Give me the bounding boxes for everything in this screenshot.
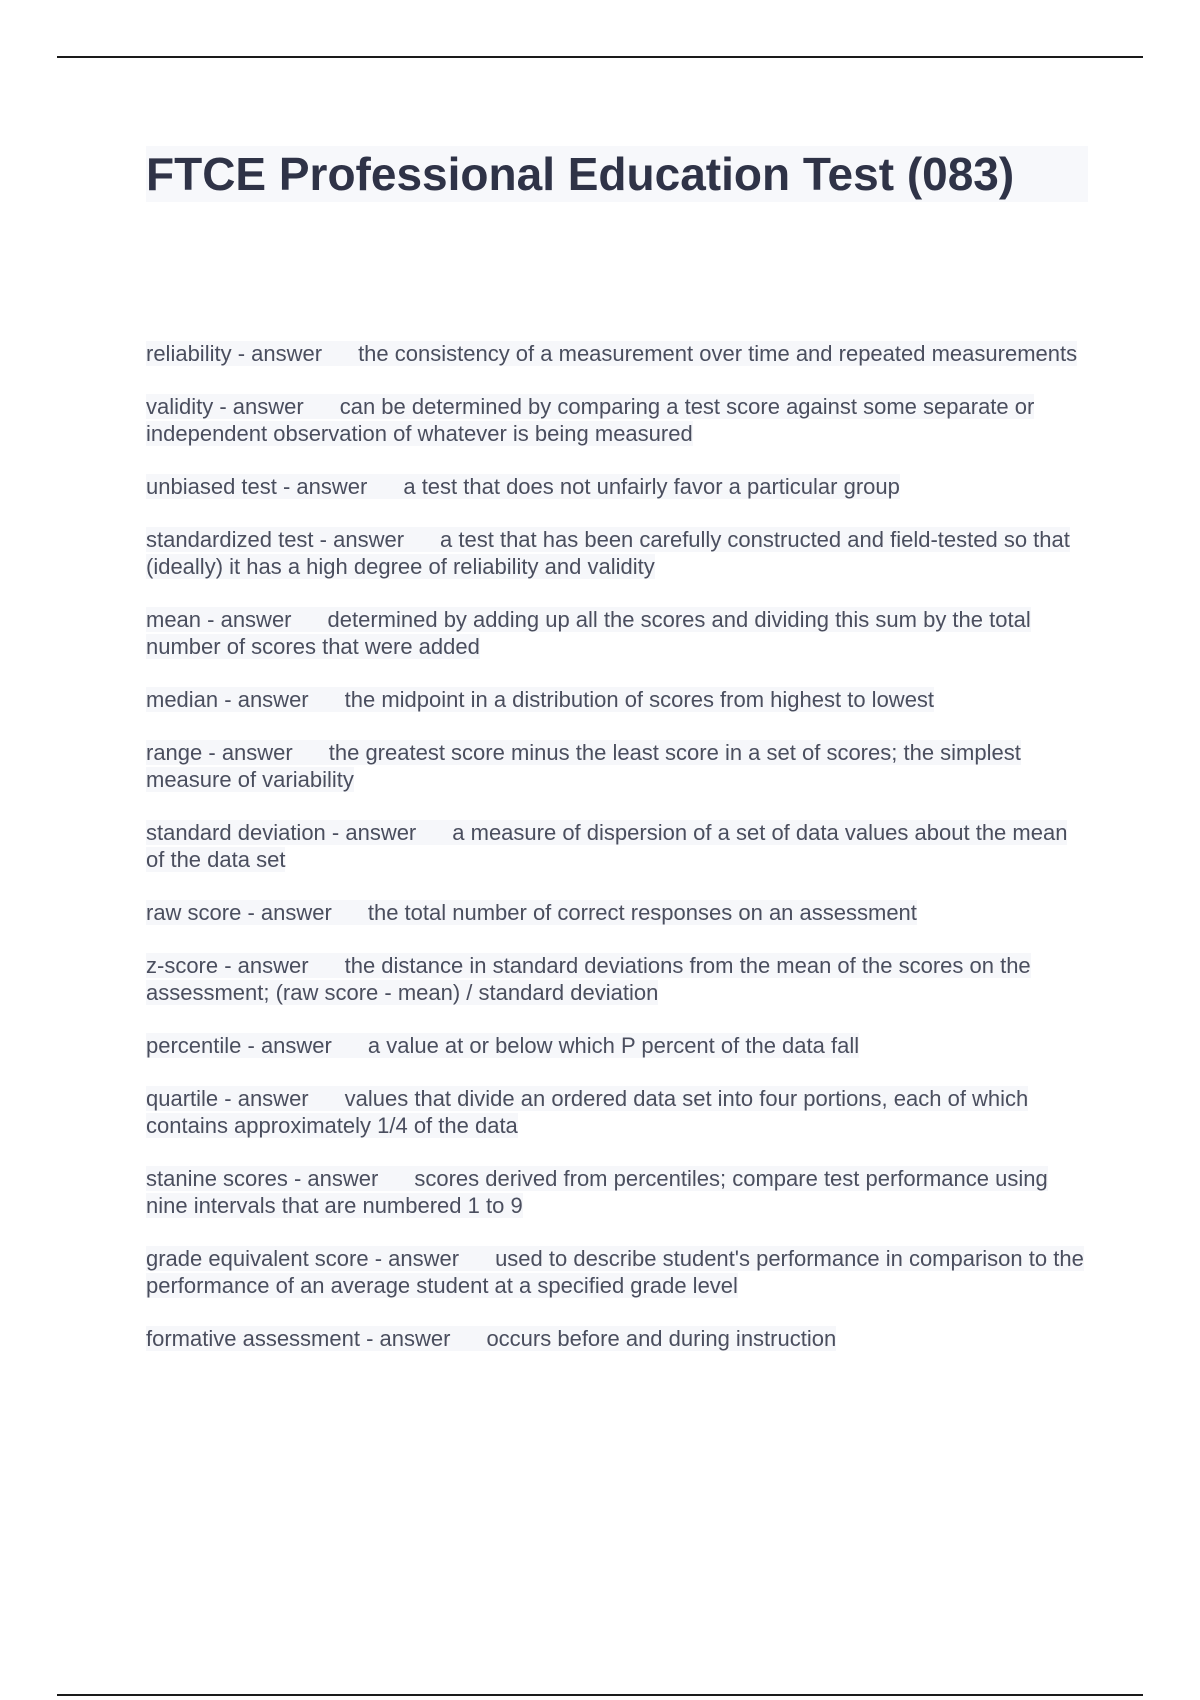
glossary-entry — [146, 606, 1086, 660]
entry-term: range - answer — [146, 740, 293, 765]
header-rule — [57, 56, 1143, 58]
entry-term: standardized test - answer — [146, 527, 405, 552]
entry-definition: the distance in standard deviations from the mean of the scores on the assessment; (raw score - mean) / standard deviation — [146, 953, 1031, 1005]
glossary-entry — [146, 526, 1086, 580]
page-title: FTCE Professional Education Test (083) — [146, 146, 1088, 202]
glossary-entry — [146, 1165, 1086, 1219]
glossary-entry — [146, 899, 1086, 926]
entry-definition: the midpoint in a distribution of scores from highest to lowest — [344, 687, 935, 712]
entry-term: grade equivalent score - answer — [146, 1246, 460, 1271]
entry-definition: a test that does not unfairly favor a particular group — [403, 474, 900, 499]
entry-term: unbiased test - answer — [146, 474, 368, 499]
entry-definition: a test that has been carefully constructed and field-tested so that (ideally) it has a high degree of reliability and validity — [146, 527, 1070, 579]
entry-term: standard deviation - answer — [146, 820, 417, 845]
glossary-entry — [146, 473, 1086, 500]
footer-rule — [57, 1694, 1143, 1696]
glossary-list — [146, 340, 1086, 1378]
entry-term: reliability - answer — [146, 341, 323, 366]
entry-definition: values that divide an ordered data set into four portions, each of which contains approximately 1/4 of the data — [146, 1086, 1029, 1138]
entry-definition: the consistency of a measurement over time and repeated measurements — [358, 341, 1078, 366]
glossary-entry — [146, 1032, 1086, 1059]
entry-definition: can be determined by comparing a test score against some separate or independent observation of whatever is being measured — [146, 394, 1035, 446]
glossary-entry — [146, 739, 1086, 793]
entry-definition: the greatest score minus the least score in a set of scores; the simplest measure of variability — [146, 740, 1021, 792]
entry-term: median - answer — [146, 687, 309, 712]
glossary-entry — [146, 952, 1086, 1006]
glossary-entry — [146, 393, 1086, 447]
entry-term: percentile - answer — [146, 1033, 332, 1058]
glossary-entry — [146, 1245, 1086, 1299]
glossary-entry — [146, 819, 1086, 873]
glossary-entry — [146, 340, 1086, 367]
entry-definition: used to describe student's performance in comparison to the performance of an average student at a specified grade level — [146, 1246, 1084, 1298]
glossary-entry — [146, 1085, 1086, 1139]
glossary-entry — [146, 1325, 1086, 1352]
entry-term: z-score - answer — [146, 953, 309, 978]
entry-term: raw score - answer — [146, 900, 332, 925]
entry-term: formative assessment - answer — [146, 1326, 451, 1351]
entry-term: mean - answer — [146, 607, 292, 632]
entry-term: validity - answer — [146, 394, 304, 419]
entry-definition: a value at or below which P percent of the data fall — [367, 1033, 860, 1058]
entry-definition: occurs before and during instruction — [486, 1326, 837, 1351]
entry-definition: determined by adding up all the scores and dividing this sum by the total number of scores that were added — [146, 607, 1031, 659]
entry-definition: a measure of dispersion of a set of data values about the mean of the data set — [146, 820, 1068, 872]
entry-definition: the total number of correct responses on an assessment — [367, 900, 917, 925]
entry-term: stanine scores - answer — [146, 1166, 379, 1191]
entry-definition: scores derived from percentiles; compare test performance using nine intervals that are numbered 1 to 9 — [146, 1166, 1048, 1218]
entry-term: quartile - answer — [146, 1086, 309, 1111]
glossary-entry — [146, 686, 1086, 713]
